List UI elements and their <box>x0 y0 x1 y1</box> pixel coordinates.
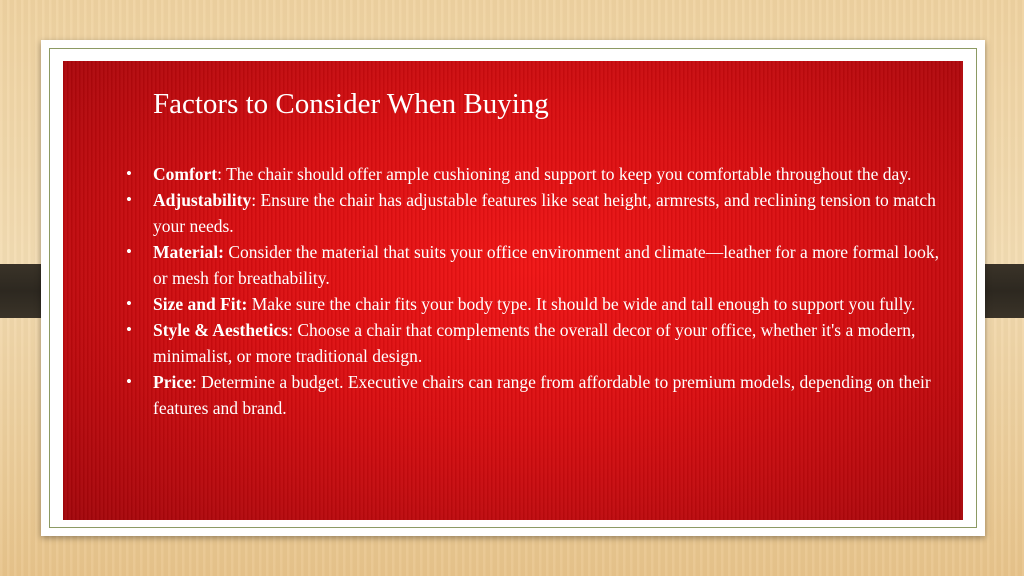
bullet-dot-icon: • <box>126 164 132 183</box>
bullet-separator: : <box>251 190 257 210</box>
bullet-item-size-and-fit <box>126 291 953 317</box>
bullet-text: Choose a chair that complements the overall decor of your office, whether it's a modern, minimalist, or more traditional design. <box>153 320 916 366</box>
bullet-term: Price <box>153 372 192 392</box>
bullet-separator: : <box>217 164 223 184</box>
bullet-term: Size and Fit: <box>153 294 248 314</box>
bullet-dot-icon: • <box>126 372 132 391</box>
bullet-text: Determine a budget. Executive chairs can range from affordable to premium models, depending on their features and brand. <box>153 372 931 418</box>
bullet-list <box>126 161 953 421</box>
bullet-text: Consider the material that suits your office environment and climate—leather for a more formal look, or mesh for breathability. <box>153 242 939 288</box>
bullet-item-adjustability <box>126 187 953 239</box>
slide-frame <box>41 40 985 536</box>
bullet-term: Style & Aesthetics <box>153 320 289 340</box>
bullet-term: Material: <box>153 242 224 262</box>
bullet-term: Comfort <box>153 164 218 184</box>
bullet-item-price <box>126 369 953 421</box>
bullet-term: Adjustability <box>153 190 252 210</box>
bullet-item-material <box>126 239 953 291</box>
bullet-text: Ensure the chair has adjustable features like seat height, armrests, and reclining tension to match your needs. <box>153 190 936 236</box>
slide-content-panel <box>63 61 963 520</box>
bullet-separator: : <box>191 372 197 392</box>
slide-title: Factors to Consider When Buying <box>153 88 549 120</box>
bullet-dot-icon: • <box>126 190 132 209</box>
bullet-item-style-aesthetics <box>126 317 953 369</box>
bullet-text: The chair should offer ample cushioning and support to keep you comfortable throughout the day. <box>222 164 912 184</box>
bullet-separator: : <box>288 320 293 340</box>
bullet-dot-icon: • <box>126 242 132 261</box>
bullet-text: Make sure the chair fits your body type. It should be wide and tall enough to support you fully. <box>247 294 916 314</box>
bullet-dot-icon: • <box>126 320 132 339</box>
bullet-item-comfort <box>126 161 953 187</box>
bullet-dot-icon: • <box>126 294 132 313</box>
